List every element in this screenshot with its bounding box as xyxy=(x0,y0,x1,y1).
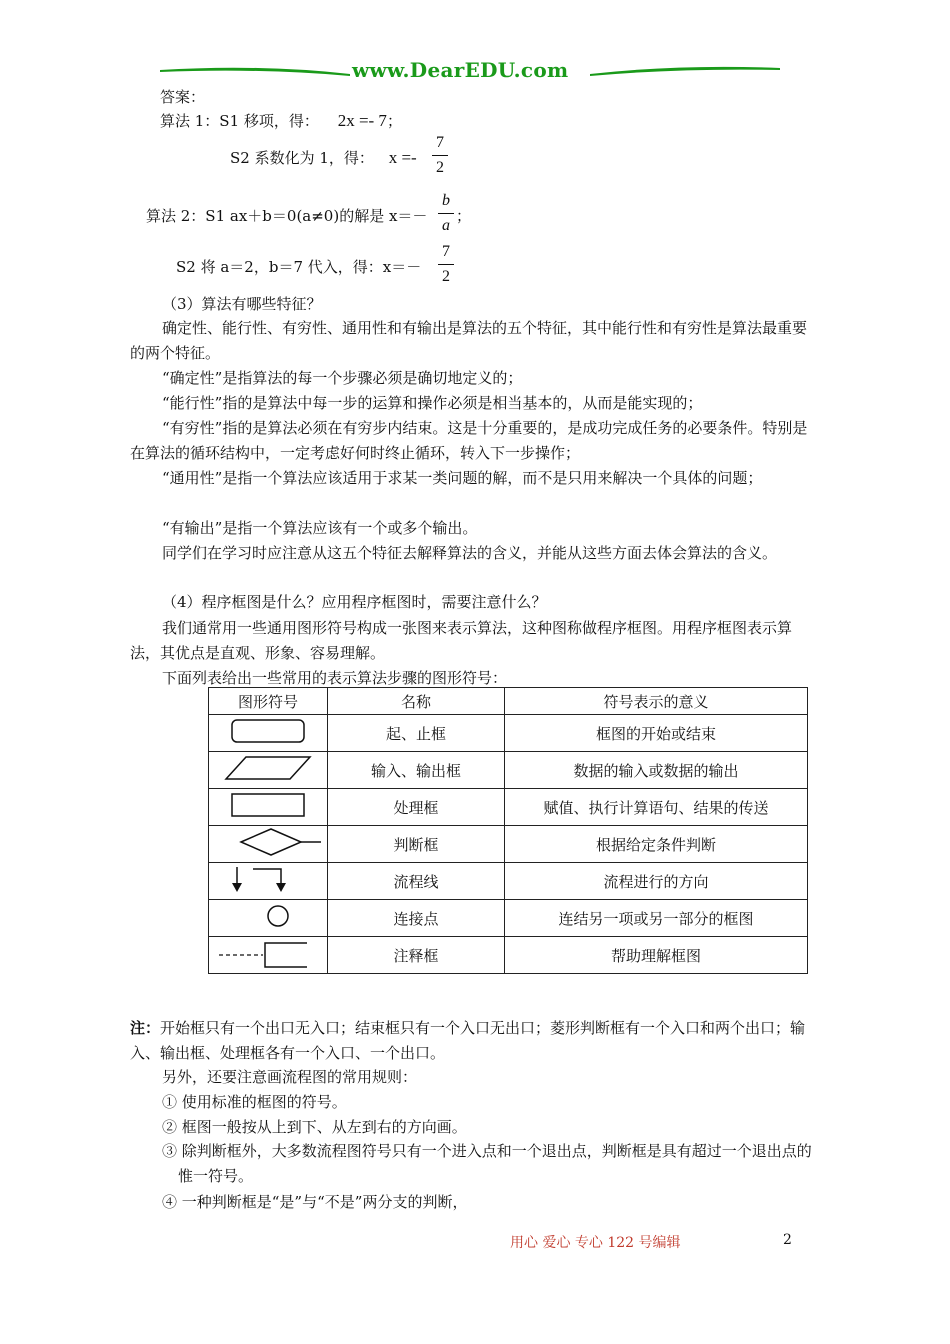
section3-heading: （3）算法有哪些特征？ xyxy=(162,295,322,313)
table-row xyxy=(209,752,808,789)
note-paragraph xyxy=(130,1016,820,1066)
alg2-frac1-den: a xyxy=(442,217,450,234)
table-cell-meaning: 帮助理解框图 xyxy=(505,937,808,974)
section4-heading: （4）程序框图是什么？应用程序框图时，需要注意什么？ xyxy=(162,593,547,611)
alg1-fraction xyxy=(432,133,448,178)
table-header-cell: 名称 xyxy=(328,688,505,715)
alg2-frac2-num: 7 xyxy=(442,243,450,260)
section3-p3: “能行性”指的是算法中每一步的运算和操作必须是相当基本的，从而是能实现的； xyxy=(162,394,703,412)
table-row xyxy=(209,715,808,752)
rule-4: ④ 一种判断框是“是”与“不是”两分支的判断， xyxy=(162,1193,468,1211)
alg2-line1-prefix: 算法 2：S1 ax＋b＝0(a≠0)的解是 x＝－ xyxy=(146,207,428,225)
alg1-frac-num: 7 xyxy=(436,134,444,151)
comment-bracket-icon xyxy=(209,937,328,974)
alg2-frac1-num: b xyxy=(442,192,450,209)
section3-p2: “确定性”是指算法的每一个步骤必须是确切地定义的； xyxy=(162,369,523,387)
section4-p1: 我们通常用一些通用图形符号构成一张图来表示算法，这种图称做程序框图。用程序框图表示算法，其优点是直观、形象、容易理解。 xyxy=(130,619,793,662)
rules-intro: 另外，还要注意画流程图的常用规则： xyxy=(162,1068,418,1086)
table-header-cell: 符号表示的意义 xyxy=(505,688,808,715)
parallelogram-icon xyxy=(209,752,328,789)
circle-icon xyxy=(209,900,328,937)
answer-label: 答案： xyxy=(160,88,206,106)
table-cell-meaning: 赋值、执行计算语句、结果的传送 xyxy=(505,789,808,826)
table-row xyxy=(209,789,808,826)
table-row xyxy=(209,826,808,863)
table-cell-name: 输入、输出框 xyxy=(328,752,505,789)
table-cell-meaning: 流程进行的方向 xyxy=(505,863,808,900)
flow-arrows-icon xyxy=(209,863,328,900)
page-number: 2 xyxy=(783,1232,792,1248)
section3-p6: “有输出”是指一个算法应该有一个或多个输出。 xyxy=(162,519,478,537)
header-logo[interactable]: www.DearEDU.com xyxy=(352,58,569,82)
footer-credit: 用心 爱心 专心 122 号编辑 xyxy=(510,1235,681,1251)
alg2-fraction-2 xyxy=(438,242,454,287)
alg1-line2-prefix: S2 系数化为 1，得： xyxy=(230,149,374,167)
alg1-line2 xyxy=(230,147,417,168)
table-cell-name: 起、止框 xyxy=(328,715,505,752)
alg2-fraction-1 xyxy=(438,191,454,236)
note-label: 注： xyxy=(130,1019,161,1037)
alg2-line1-end: ； xyxy=(456,207,472,225)
table-header-cell: 图形符号 xyxy=(209,688,328,715)
table-cell-name: 判断框 xyxy=(328,826,505,863)
rule-3 xyxy=(162,1139,822,1189)
diamond-icon xyxy=(209,826,328,863)
alg1-line1-end: ； xyxy=(386,112,402,130)
section3-p5: “通用性”是指一个算法应该适用于求某一类问题的解，而不是只用来解决一个具体的问题； xyxy=(162,469,763,487)
table-cell-name: 注释框 xyxy=(328,937,505,974)
alg1-equation: 2x =- 7 xyxy=(337,111,387,130)
table-header-row xyxy=(209,688,808,715)
rule-3-text: ③ 除判断框外，大多数流程图符号只有一个进入点和一个退出点，判断框是具有超过一个退出点的惟一符号。 xyxy=(162,1142,812,1185)
table-row xyxy=(209,863,808,900)
alg2-line2-prefix: S2 将 a＝2，b＝7 代入，得：x＝－ xyxy=(176,258,422,276)
alg1-line2-eq: x =- xyxy=(388,148,417,167)
table-row xyxy=(209,937,808,974)
rule-1: ① 使用标准的框图的符号。 xyxy=(162,1093,347,1111)
note-text: 开始框只有一个出口无入口；结束框只有一个入口无出口；菱形判断框有一个入口和两个出口；输入、输出框、处理框各有一个入口、一个出口。 xyxy=(130,1019,806,1062)
table-cell-meaning: 连结另一项或另一部分的框图 xyxy=(505,900,808,937)
alg2-frac2-den: 2 xyxy=(442,268,450,285)
table-cell-name: 处理框 xyxy=(328,789,505,826)
rectangle-icon xyxy=(209,789,328,826)
section3-p4: “有穷性”指的是算法必须在有穷步内结束。这是十分重要的，是成功完成任务的必要条件。特别是在算法的循环结构中，一定考虑好何时终止循环，转入下一步操作； xyxy=(130,419,808,462)
table-cell-name: 连接点 xyxy=(328,900,505,937)
flowchart-symbols-table xyxy=(208,687,808,974)
terminal-icon xyxy=(209,715,328,752)
rule-2: ② 框图一般按从上到下、从左到右的方向画。 xyxy=(162,1118,467,1136)
alg1-line1-prefix: 算法 1：S1 移项，得： xyxy=(160,112,319,130)
section4-p2: 下面列表给出一些常用的表示算法步骤的图形符号： xyxy=(162,669,508,687)
table-cell-meaning: 根据给定条件判断 xyxy=(505,826,808,863)
table-cell-name: 流程线 xyxy=(328,863,505,900)
section3-p7: 同学们在学习时应注意从这五个特征去解释算法的含义，并能从这些方面去体会算法的含义。 xyxy=(162,544,778,562)
table-cell-meaning: 数据的输入或数据的输出 xyxy=(505,752,808,789)
alg1-line1 xyxy=(160,110,402,131)
table-row xyxy=(209,900,808,937)
table-cell-meaning: 框图的开始或结束 xyxy=(505,715,808,752)
alg1-frac-den: 2 xyxy=(436,159,444,176)
section3-p1: 确定性、能行性、有穷性、通用性和有输出是算法的五个特征，其中能行性和有穷性是算法最重要的两个特征。 xyxy=(130,319,808,362)
